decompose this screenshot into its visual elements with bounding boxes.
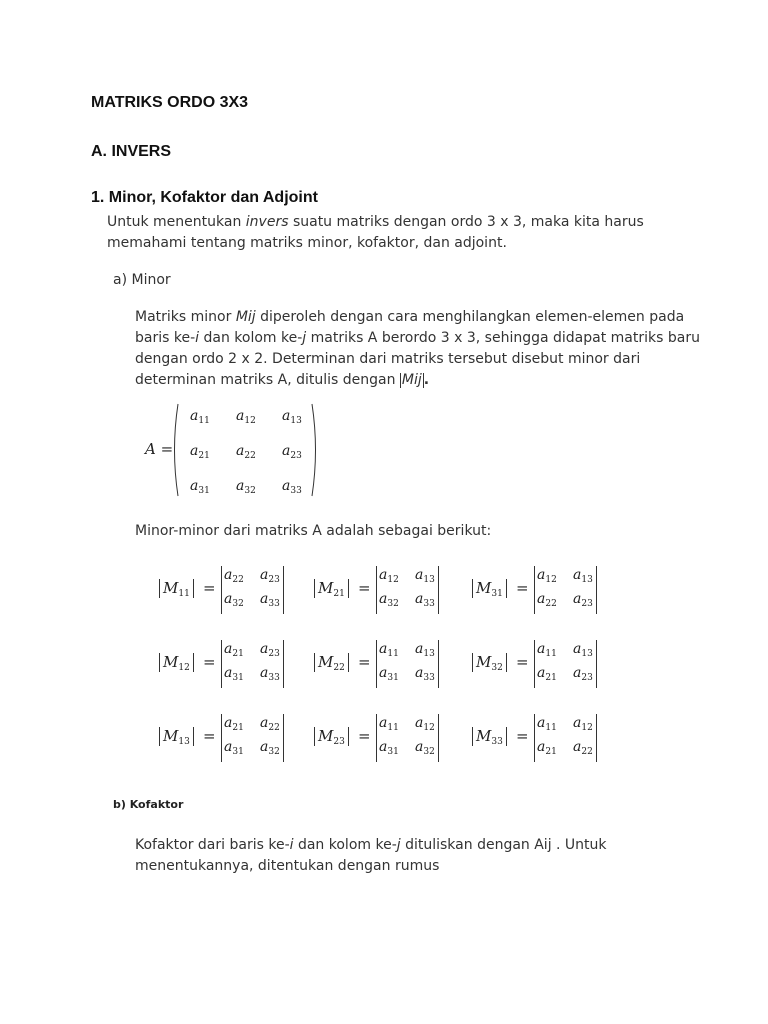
minor-entry: $a_{32}$ xyxy=(415,739,435,757)
minor-label: $M_{11}$ xyxy=(163,579,190,599)
determinant-bar-right xyxy=(438,640,439,688)
determinant-bar-left xyxy=(221,566,222,614)
minor-entry: $a_{13}$ xyxy=(573,641,593,659)
matrix-a-entries xyxy=(190,408,310,494)
determinant-bar-left xyxy=(221,714,222,762)
matrix-a-entry: $a_{32}$ xyxy=(236,478,256,496)
minor-entry: $a_{12}$ xyxy=(573,715,593,733)
minor-determinant xyxy=(312,714,462,764)
minor-entry: $a_{11}$ xyxy=(379,641,399,659)
minor-determinant xyxy=(157,714,307,764)
minor-label: $M_{33}$ xyxy=(476,727,503,747)
abs-bar-right xyxy=(348,579,349,598)
intro-emphasis: invers xyxy=(245,214,289,230)
minor-entry: $a_{21}$ xyxy=(537,665,557,683)
minor-label: $M_{21}$ xyxy=(318,579,345,599)
equals-sign: = xyxy=(358,653,371,671)
abs-bar-left xyxy=(314,653,315,672)
intro-paragraph xyxy=(107,212,707,254)
minor-determinant xyxy=(470,566,620,616)
equals-sign: = xyxy=(516,579,529,597)
minor-label: $M_{32}$ xyxy=(476,653,503,673)
abs-bar-right xyxy=(348,727,349,746)
matrix-a-entry: $a_{23}$ xyxy=(282,443,302,461)
matrix-a-entry: $a_{22}$ xyxy=(236,443,256,461)
minor-text: dan kolom ke- xyxy=(199,330,303,346)
minor-determinant xyxy=(157,640,307,690)
abs-bar-left xyxy=(472,579,473,598)
determinant-bar-left xyxy=(221,640,222,688)
minor-text: determinan matriks A, ditulis dengan xyxy=(135,372,400,388)
determinant-bar-left xyxy=(376,640,377,688)
minor-label: $M_{23}$ xyxy=(318,727,345,747)
determinant-bar-left xyxy=(534,640,535,688)
minor-entry: $a_{32}$ xyxy=(379,591,399,609)
abs-bar-right xyxy=(193,653,194,672)
section-1-heading: 1. Minor, Kofaktor dan Adjoint xyxy=(91,189,318,206)
equals-sign: = xyxy=(358,579,371,597)
intro-line2: memahami tentang matriks minor, kofaktor, dan adjoint. xyxy=(107,235,507,251)
determinant-bar-left xyxy=(376,714,377,762)
section-a-heading: A. INVERS xyxy=(91,143,172,160)
minor-text: baris ke- xyxy=(135,330,196,346)
minor-entry: $a_{23}$ xyxy=(260,641,280,659)
abs-bar-right xyxy=(193,579,194,598)
minor-determinant xyxy=(157,566,307,616)
minor-text: Matriks minor xyxy=(135,309,236,325)
minor-entry: $a_{11}$ xyxy=(537,715,557,733)
abs-bar-right xyxy=(193,727,194,746)
minor-entry: $a_{33}$ xyxy=(260,665,280,683)
determinant-bar-left xyxy=(376,566,377,614)
minor-determinant xyxy=(470,714,620,764)
minor-entry: $a_{11}$ xyxy=(379,715,399,733)
abs-bar-left xyxy=(472,653,473,672)
minor-entry: $a_{22}$ xyxy=(260,715,280,733)
minor-label: $M_{12}$ xyxy=(163,653,190,673)
minor-entry: $a_{32}$ xyxy=(224,591,244,609)
matrix-a-entry: $a_{11}$ xyxy=(190,408,210,426)
minor-entry: $a_{22}$ xyxy=(573,739,593,757)
minor-determinant xyxy=(312,566,462,616)
equals-sign: = xyxy=(516,653,529,671)
intro-text: Untuk menentukan xyxy=(107,214,246,230)
matrix-a-entry: $a_{12}$ xyxy=(236,408,256,426)
minor-entry: $a_{12}$ xyxy=(379,567,399,585)
minor-line3: dengan ordo 2 x 2. Determinan dari matriks tersebut disebut minor dari xyxy=(135,351,641,367)
minor-entry: $a_{21}$ xyxy=(537,739,557,757)
minor-entry: $a_{31}$ xyxy=(224,739,244,757)
determinant-bar-right xyxy=(438,714,439,762)
subsection-minor-label: a) Minor xyxy=(113,272,171,288)
minor-label: $M_{13}$ xyxy=(163,727,190,747)
kofaktor-text: dan kolom ke- xyxy=(293,837,397,853)
kofaktor-emphasis: j xyxy=(396,837,401,853)
minor-entry: $a_{21}$ xyxy=(224,641,244,659)
equals-sign: = xyxy=(203,653,216,671)
determinant-bar-left xyxy=(534,566,535,614)
abs-bar-right xyxy=(506,579,507,598)
minor-label: $M_{22}$ xyxy=(318,653,345,673)
minor-determinant xyxy=(312,640,462,690)
determinant-bar-left xyxy=(534,714,535,762)
minor-determinant xyxy=(470,640,620,690)
kofaktor-paragraph xyxy=(135,835,735,877)
matrix-a-entry: $a_{21}$ xyxy=(190,443,210,461)
matrix-a-entry: $a_{33}$ xyxy=(282,478,302,496)
determinant-bar-right xyxy=(596,566,597,614)
abs-bar-left xyxy=(314,727,315,746)
equals-sign: = xyxy=(203,727,216,745)
minor-entry: $a_{13}$ xyxy=(415,641,435,659)
minor-entry: $a_{22}$ xyxy=(224,567,244,585)
matrix-a-label: A = xyxy=(145,440,174,458)
abs-value-bars xyxy=(400,373,424,388)
determinant-bar-right xyxy=(438,566,439,614)
minor-text: . xyxy=(423,372,430,388)
subsection-kofaktor-label: b) Kofaktor xyxy=(113,798,184,811)
minor-entry: $a_{13}$ xyxy=(573,567,593,585)
determinant-bar-right xyxy=(283,566,284,614)
abs-bar-left xyxy=(472,727,473,746)
abs-bar-right xyxy=(506,727,507,746)
minor-entry: $a_{33}$ xyxy=(415,591,435,609)
minor-entry: $a_{23}$ xyxy=(573,591,593,609)
minor-text: matriks A berordo 3 x 3, sehingga didapat matriks baru xyxy=(306,330,700,346)
matrix-a-entry: $a_{31}$ xyxy=(190,478,210,496)
intro-text: suatu matriks dengan ordo 3 x 3, maka kita harus xyxy=(288,214,644,230)
abs-bar-left xyxy=(159,727,160,746)
minor-entry: $a_{23}$ xyxy=(573,665,593,683)
matrix-a-entry: $a_{13}$ xyxy=(282,408,302,426)
minor-entry: $a_{31}$ xyxy=(379,665,399,683)
kofaktor-text: Kofaktor dari baris ke- xyxy=(135,837,290,853)
abs-bar-right xyxy=(348,653,349,672)
minor-emphasis: Mij xyxy=(235,309,256,325)
minor-emphasis: i xyxy=(195,330,200,346)
determinant-bar-right xyxy=(283,714,284,762)
abs-bar-right xyxy=(506,653,507,672)
minor-entry: $a_{21}$ xyxy=(224,715,244,733)
right-paren-icon xyxy=(310,403,320,497)
minor-emphasis: j xyxy=(302,330,307,346)
minor-entry: $a_{22}$ xyxy=(537,591,557,609)
minor-entry: $a_{32}$ xyxy=(260,739,280,757)
minor-emphasis: Mij xyxy=(401,372,422,388)
minor-entry: $a_{11}$ xyxy=(537,641,557,659)
abs-bar-left xyxy=(159,579,160,598)
kofaktor-emphasis: i xyxy=(289,837,294,853)
left-paren-icon xyxy=(170,403,180,497)
minors-intro: Minor-minor dari matriks A adalah sebagai berikut: xyxy=(135,523,492,539)
equals-sign: = xyxy=(358,727,371,745)
minor-entry: $a_{33}$ xyxy=(260,591,280,609)
determinant-bar-right xyxy=(596,714,597,762)
equals-sign: = xyxy=(203,579,216,597)
doc-title: MATRIKS ORDO 3X3 xyxy=(91,94,249,111)
minor-entry: $a_{23}$ xyxy=(260,567,280,585)
minor-entry: $a_{33}$ xyxy=(415,665,435,683)
minor-entry: $a_{13}$ xyxy=(415,567,435,585)
determinant-bar-right xyxy=(596,640,597,688)
minor-paragraph xyxy=(135,307,735,391)
minor-label: $M_{31}$ xyxy=(476,579,503,599)
abs-bar-left xyxy=(159,653,160,672)
minor-entry: $a_{31}$ xyxy=(379,739,399,757)
abs-bar-left xyxy=(314,579,315,598)
minor-text: diperoleh dengan cara menghilangkan elemen-elemen pada xyxy=(255,309,685,325)
kofaktor-text: dituliskan dengan Aij . Untuk xyxy=(400,837,607,853)
minor-entry: $a_{31}$ xyxy=(224,665,244,683)
equals-sign: = xyxy=(516,727,529,745)
kofaktor-line2: menentukannya, ditentukan dengan rumus xyxy=(135,858,440,874)
minor-entry: $a_{12}$ xyxy=(415,715,435,733)
minor-entry: $a_{12}$ xyxy=(537,567,557,585)
determinant-bar-right xyxy=(283,640,284,688)
